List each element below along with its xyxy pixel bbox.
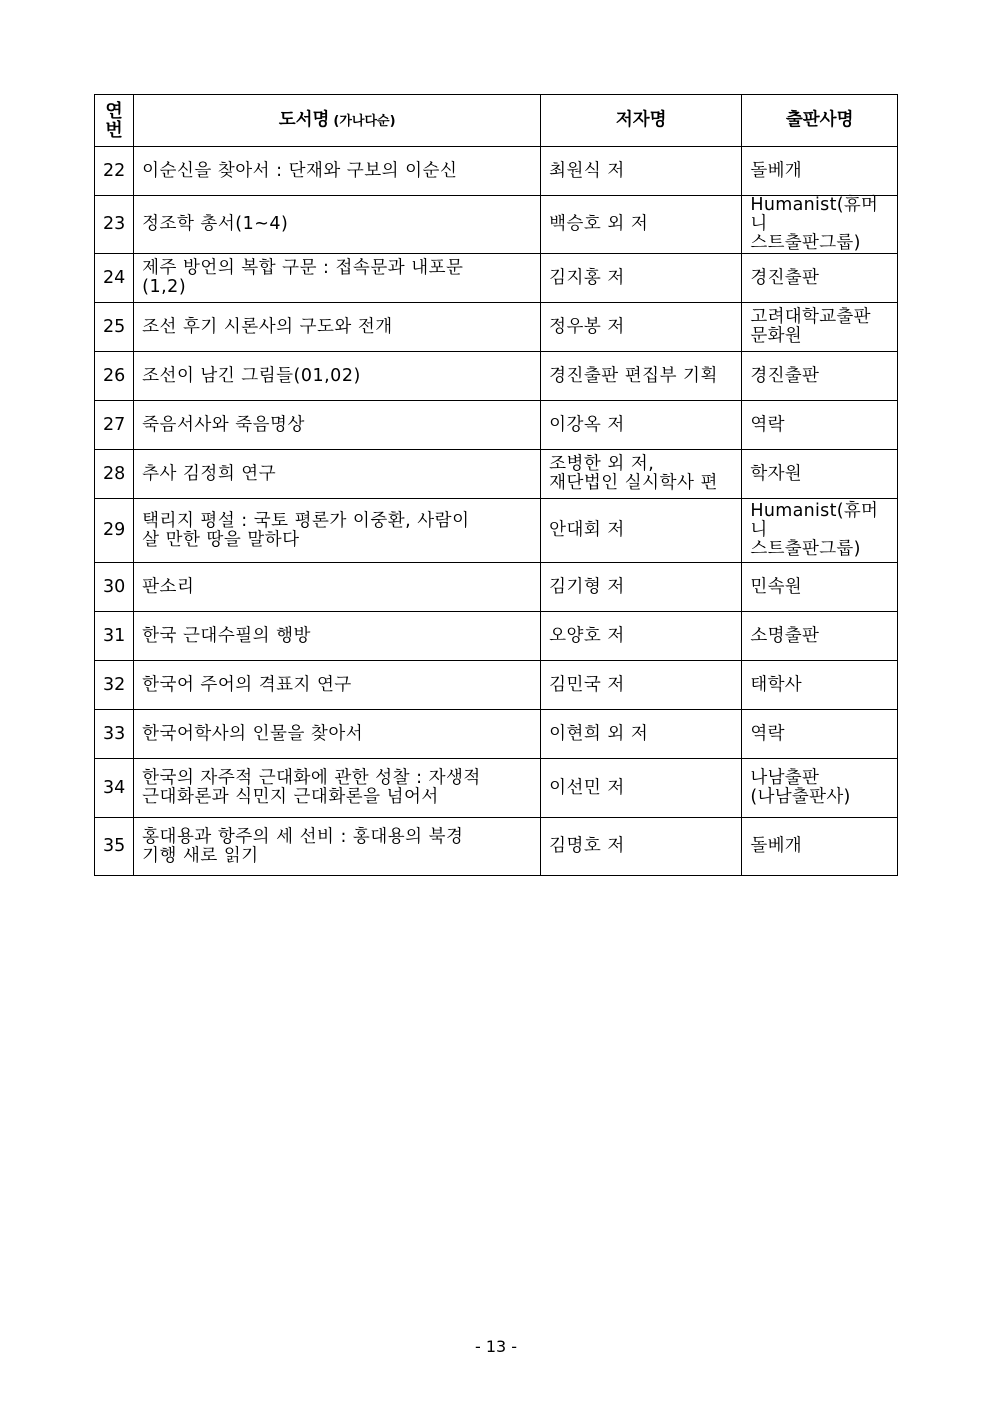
row-serial-number: 32 [95, 661, 134, 710]
row-book-title [134, 499, 541, 563]
row-book-title-line: 판소리 [142, 576, 195, 597]
row-publisher-line: 고려대학교출판 [750, 307, 871, 327]
row-book-title-line: 조선이 남긴 그림들(01,02) [142, 365, 361, 386]
row-serial-number: 23 [95, 196, 134, 254]
row-publisher-line: (나남출판사) [750, 787, 851, 807]
row-author [541, 254, 742, 303]
row-author-line: 정우봉 저 [549, 316, 625, 337]
row-author [541, 563, 742, 612]
row-book-title [134, 401, 541, 450]
row-author-line: 이선민 저 [549, 777, 625, 798]
row-book-title-line: 이순신을 찾아서 : 단재와 구보의 이순신 [142, 160, 458, 181]
row-book-title-line: 홍대용과 항주의 세 선비 : 홍대용의 북경 [142, 826, 464, 847]
row-publisher [742, 450, 898, 499]
row-publisher-line: 돌베개 [750, 836, 802, 856]
row-serial-number: 24 [95, 254, 134, 303]
row-book-title [134, 352, 541, 401]
row-author-line: 재단법인 실시학사 편 [549, 473, 718, 493]
row-author [541, 147, 742, 196]
row-author-line: 이강옥 저 [549, 414, 625, 435]
row-author [541, 499, 742, 563]
row-author [541, 196, 742, 254]
row-book-title-line: 기행 새로 읽기 [142, 845, 259, 866]
header-serial-number: 연 번 [95, 95, 134, 147]
row-book-title-line: 제주 방언의 복합 구문 : 접속문과 내포문 [142, 258, 464, 278]
row-publisher [742, 401, 898, 450]
table-row [95, 450, 898, 499]
row-publisher-line: 스트출판그룹) [750, 233, 861, 253]
table-row [95, 499, 898, 563]
row-author [541, 612, 742, 661]
row-publisher [742, 710, 898, 759]
table-row [95, 303, 898, 352]
row-author [541, 401, 742, 450]
row-book-title-line: 정조학 총서(1~4) [142, 214, 289, 234]
row-serial-number: 34 [95, 759, 134, 818]
row-author [541, 818, 742, 876]
row-author-line: 조병한 외 저, [549, 454, 655, 474]
row-publisher [742, 759, 898, 818]
row-book-title [134, 661, 541, 710]
row-serial-number: 26 [95, 352, 134, 401]
table-row [95, 661, 898, 710]
row-publisher-line: 경진출판 [750, 267, 820, 288]
row-serial-number: 35 [95, 818, 134, 876]
row-author [541, 352, 742, 401]
row-publisher-line: 스트출판그룹) [750, 539, 861, 559]
table-row [95, 352, 898, 401]
row-book-title-line: 한국의 자주적 근대화에 관한 성찰 : 자생적 [142, 768, 481, 788]
row-publisher [742, 352, 898, 401]
row-book-title-line: 조선 후기 시론사의 구도와 전개 [142, 316, 393, 337]
row-book-title [134, 196, 541, 254]
row-publisher-line: 민속원 [750, 576, 802, 597]
row-publisher-line: 소명출판 [750, 625, 820, 646]
row-author [541, 759, 742, 818]
row-serial-number: 31 [95, 612, 134, 661]
row-author-line: 최원식 저 [549, 160, 625, 181]
row-book-title [134, 759, 541, 818]
row-book-title [134, 612, 541, 661]
book-list-table [94, 94, 898, 876]
table-row [95, 196, 898, 254]
row-author [541, 710, 742, 759]
row-book-title-line: 한국어학사의 인물을 찾아서 [142, 723, 364, 744]
row-publisher [742, 612, 898, 661]
row-book-title-line: 죽음서사와 죽음명상 [142, 414, 305, 435]
row-publisher [742, 196, 898, 254]
table-row [95, 818, 898, 876]
table-row [95, 401, 898, 450]
row-publisher [742, 661, 898, 710]
row-serial-number: 22 [95, 147, 134, 196]
row-publisher-line: Humanist(휴머니 [750, 501, 879, 540]
row-book-title-line: 근대화론과 식민지 근대화론을 넘어서 [142, 787, 439, 807]
row-book-title [134, 818, 541, 876]
table-header-row [95, 95, 898, 147]
row-book-title [134, 303, 541, 352]
row-publisher-line: 돌베개 [750, 160, 802, 181]
row-book-title-line: (1,2) [142, 277, 187, 297]
page-number: - 13 - [474, 1337, 518, 1356]
row-serial-number: 25 [95, 303, 134, 352]
row-book-title [134, 147, 541, 196]
row-author [541, 303, 742, 352]
table-body [95, 147, 898, 876]
row-serial-number: 30 [95, 563, 134, 612]
row-book-title-line: 추사 김정희 연구 [142, 463, 277, 484]
row-publisher [742, 499, 898, 563]
row-publisher [742, 254, 898, 303]
row-book-title [134, 710, 541, 759]
row-publisher [742, 147, 898, 196]
table-row [95, 612, 898, 661]
header-sort-note: (가나다순) [333, 113, 396, 129]
row-publisher-line: 나남출판 [750, 768, 820, 788]
row-author-line: 이현희 외 저 [549, 723, 649, 744]
header-publisher: 출판사명 [742, 95, 898, 147]
row-publisher [742, 563, 898, 612]
row-book-title-line: 살 만한 땅을 말하다 [142, 529, 300, 550]
table-row [95, 759, 898, 818]
table-row [95, 563, 898, 612]
row-book-title [134, 254, 541, 303]
row-author [541, 450, 742, 499]
table-row [95, 710, 898, 759]
row-author-line: 백승호 외 저 [549, 214, 649, 234]
row-book-title [134, 450, 541, 499]
row-serial-number: 29 [95, 499, 134, 563]
row-author-line: 오양호 저 [549, 625, 625, 646]
row-publisher-line: 역락 [750, 723, 785, 744]
row-author-line: 김지홍 저 [549, 267, 625, 288]
row-author-line: 김민국 저 [549, 674, 625, 695]
row-publisher-line: 경진출판 [750, 365, 820, 386]
row-publisher [742, 303, 898, 352]
row-author-line: 경진출판 편집부 기획 [549, 365, 718, 386]
row-author-line: 안대회 저 [549, 520, 625, 540]
row-author [541, 661, 742, 710]
row-publisher-line: 학자원 [750, 463, 802, 484]
row-publisher-line: Humanist(휴머니 [750, 195, 879, 234]
row-book-title-line: 한국 근대수필의 행방 [142, 625, 311, 646]
header-book-title: 도서명 (가나다순) [134, 95, 541, 147]
row-publisher-line: 태학사 [750, 674, 802, 695]
row-author-line: 김명호 저 [549, 836, 625, 856]
row-book-title [134, 563, 541, 612]
row-book-title-line: 택리지 평설 : 국토 평론가 이중환, 사람이 [142, 510, 470, 531]
header-author: 저자명 [541, 95, 742, 147]
row-book-title-line: 한국어 주어의 격표지 연구 [142, 674, 352, 695]
table-row [95, 147, 898, 196]
row-author-line: 김기형 저 [549, 576, 625, 597]
table-row [95, 254, 898, 303]
row-publisher [742, 818, 898, 876]
row-serial-number: 33 [95, 710, 134, 759]
row-publisher-line: 문화원 [750, 326, 802, 346]
row-serial-number: 27 [95, 401, 134, 450]
row-serial-number: 28 [95, 450, 134, 499]
row-publisher-line: 역락 [750, 414, 785, 435]
